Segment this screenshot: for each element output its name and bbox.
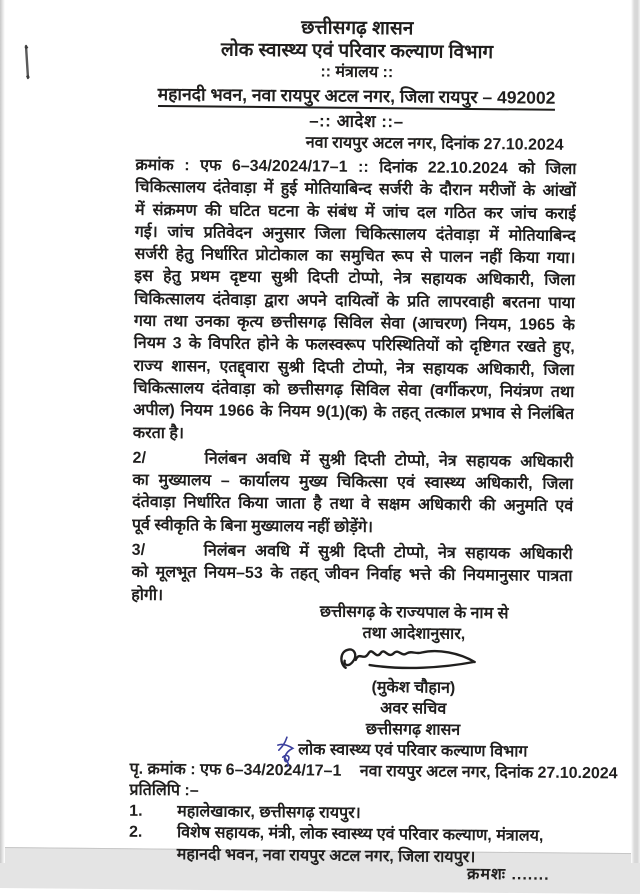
scan-left-edge	[0, 0, 5, 863]
signature-block	[263, 601, 565, 763]
continued-marker: क्रमशः .......	[467, 866, 550, 885]
ministry-line: :: मंत्रालय ::	[320, 63, 394, 82]
endorsement-place-date: नवा रायपुर अटल नगर, दिनांक 27.10.2024	[359, 762, 618, 783]
paragraph-2-lines	[132, 470, 573, 519]
text-line: क्रमांक : एफ 6–34/2024/17–1 :: दिनांक 22.10.2024 को जिला	[135, 156, 577, 178]
signoff-line: तथा आदेशानुसार,	[362, 624, 466, 643]
text-line: पूर्व स्वीकृति के बिना मुख्यालय नहीं छोड़ेंगे।	[131, 516, 374, 536]
text-line: होगी।	[131, 586, 164, 604]
text-line: करता है।	[132, 424, 185, 442]
copy-to-label: प्रतिलिपि :–	[129, 781, 199, 800]
text-line: चिकित्सालय दंतेवाड़ा में हुई मोतियाबिन्द सर्जरी के दौरान मरीजों के आंखों	[135, 179, 577, 201]
text-line: इस हेतु प्रथम दृष्टया सुश्री दिप्ती टोप्पो, नेत्र सहायक अधिकारी, जिला	[134, 268, 576, 290]
copy-number: 2.	[128, 824, 143, 842]
text-line: चिकित्सालय दंतेवाड़ा द्वारा अपने दायित्वों के प्रति लापरवाही बरतना पाया	[134, 290, 576, 312]
scan-right-edge	[631, 0, 640, 863]
copy-item-2	[129, 822, 570, 869]
department-title: लोक स्वास्थ्य एवं परिवार कल्याण विभाग	[220, 39, 494, 64]
paragraph-number: 3/	[131, 541, 146, 559]
signatory-dept: लोक स्वास्थ्य एवं परिवार कल्याण विभाग	[263, 739, 563, 763]
endorsement-ref: पृ. क्रमांक : एफ 6–34/2024/17–1	[129, 760, 342, 780]
pen-stroke-mark	[23, 44, 31, 87]
paragraph-3-lines	[131, 562, 572, 589]
paragraph-1	[133, 155, 577, 449]
text-line: महानदी भवन, नवा रायपुर अटल नगर, जिला रायपुर।	[176, 846, 476, 866]
text-line: नियम 3 के विपरित होने के फलस्वरूप परिस्थितियों को दृष्टिगत रखते हुए,	[133, 335, 575, 357]
text-line: महालेखाकार, छत्तीसगढ़ रायपुर।	[177, 803, 361, 822]
signatory-name: (मुकेश चौहान)	[371, 678, 456, 697]
signoff-line: छत्तीसगढ़ के राज्यपाल के नाम से	[319, 603, 509, 623]
signature-scribble	[264, 645, 564, 678]
signatory-org: छत्तीसगढ़ शासन	[365, 720, 461, 739]
copy-number: 1.	[129, 802, 143, 820]
paragraph-2	[132, 448, 574, 541]
place-date-line: नवा रायपुर अटल नगर, दिनांक 27.10.2024	[305, 134, 564, 154]
paragraph-number: 2/	[132, 449, 147, 467]
text-line: सर्जरी हेतु निर्धारित प्रोटोकाल का समुचित रूप से पालन नहीं किया गया।	[134, 245, 576, 268]
text-line: में संक्रमण की घटित घटना के संबंध में जांच दल गठित कर जांच कराई	[134, 201, 577, 223]
text-line: चिकित्सालय दंतेवाड़ा को छत्तीसगढ़ सिविल सेवा (वर्गीकरण, नियंत्रण तथा	[133, 379, 575, 401]
blue-ink-mark	[275, 735, 297, 773]
text-line: दंतेवाड़ा निर्धारित किया जाता है तथा वे सक्षम अधिकारी की अनुमति एवं	[132, 494, 574, 516]
text-line: गई। जांच प्रतिवेदन अनुसार जिला चिकित्सालय दंतेवाड़ा में मोतियाबिन्द	[134, 223, 576, 245]
text-line: राज्य शासन, एतद्द्वारा सुश्री दिप्ती टोप्पो, नेत्र सहायक अधिकारी, जिला	[133, 357, 575, 379]
signatory-title: अवर सचिव	[380, 700, 447, 718]
text-line: 3/ निलंबन अवधि में सुश्री दिप्ती टोप्पो, नेत्र सहायक अधिकारी	[131, 541, 573, 563]
order-heading: –:: आदेश ::–	[309, 111, 404, 132]
text-line: का मुख्यालय – कार्यालय मुख्य चिकित्सा एवं स्वास्थ्य अधिकारी, जिला	[132, 471, 574, 494]
text-line: को मूलभूत नियम–53 के तहत् जीवन निर्वाह भत्ते की नियमानुसार पात्रता	[131, 564, 573, 586]
text-line: अपील) नियम 1966 के नियम 9(1)(क) के तहत् तत्काल प्रभाव से निलंबित	[132, 401, 575, 424]
text-line: विशेष सहायक, मंत्री, लोक स्वास्थ्य एवं परिवार कल्याण, मंत्रालय,	[176, 824, 544, 846]
paragraph-3	[131, 540, 573, 611]
text-line: गया तथा उनका कृत्य छत्तीसगढ़ सिविल सेवा (आचरण) नियम, 1965 के	[133, 312, 575, 335]
paragraph-1-lines	[133, 155, 577, 427]
text-line: 2/ निलंबन अवधि में सुश्री दिप्ती टोप्पो, नेत्र सहायक अधिकारी	[132, 449, 574, 471]
government-title: छत्तीसगढ़ शासन	[301, 17, 414, 40]
address-line: महानदी भवन, नवा रायपुर अटल नगर, जिला रायपुर – 492002	[136, 82, 577, 110]
